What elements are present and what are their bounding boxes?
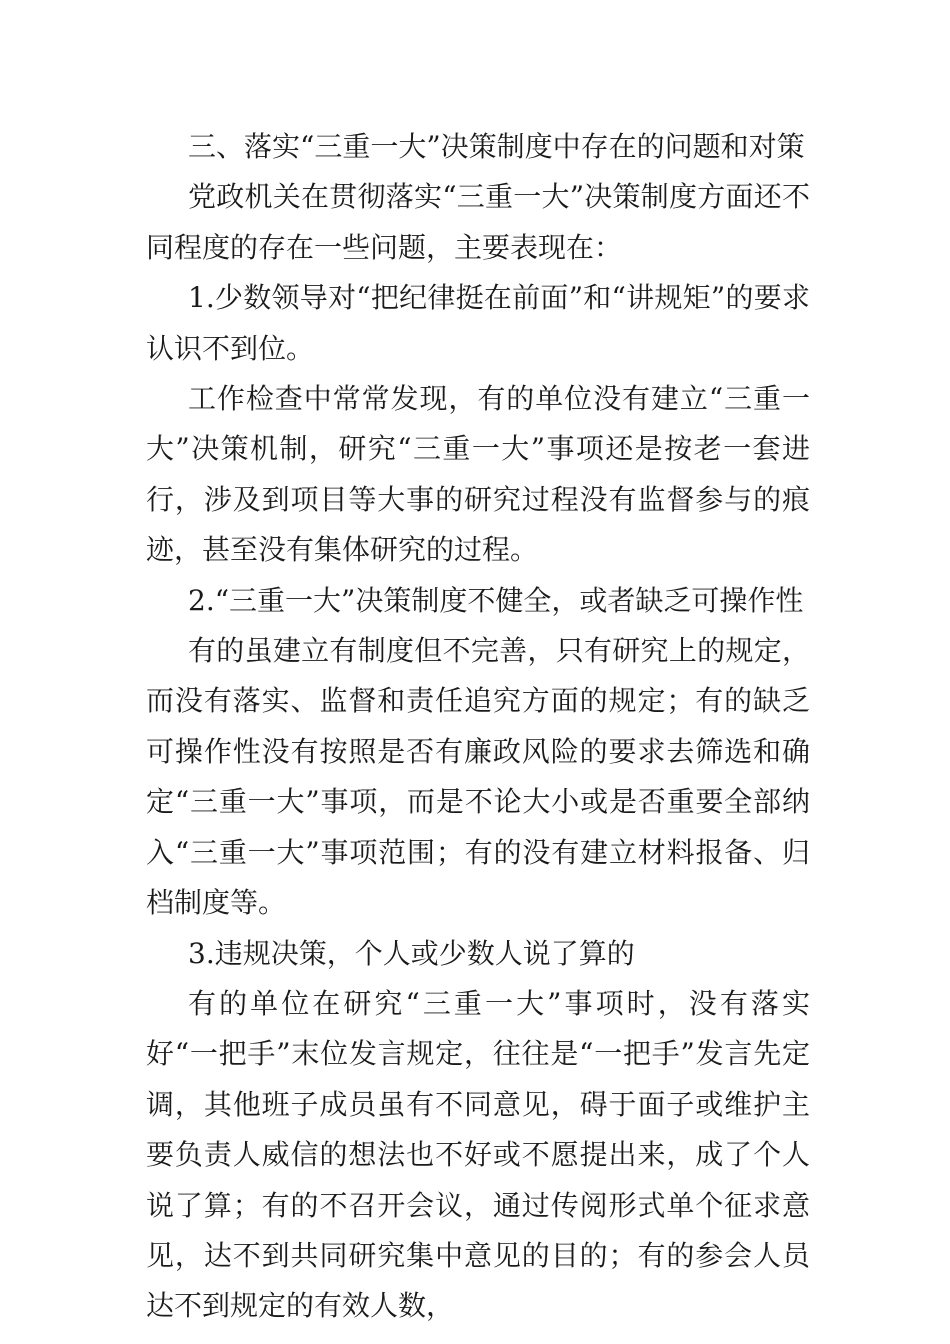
paragraph-point-3-body: 有的单位在研究“三重一大”事项时，没有落实好“一把手”末位发言规定，往往是“一把手”发言先定调，其他班子成员虽有不同意见，碍于面子或维护主要负责人威信的想法也不好或不愿提出来，成了个人说了算；有的不召开会议，通过传阅形式单个征求意见，达不到共同研究集中意见的目的；有的参会人员达不到规定的有效人数， xyxy=(146,986,810,1323)
paragraph-point-1-title: 1.少数领导对“把纪律挺在前面”和“讲规矩”的要求认识不到位。 xyxy=(146,281,810,365)
paragraph-intro: 党政机关在贯彻落实“三重一大”决策制度方面还不同程度的存在一些问题，主要表现在： xyxy=(146,180,810,264)
section-heading: 三、落实“三重一大”决策制度中存在的问题和对策 xyxy=(188,130,805,163)
paragraph-point-1-body: 工作检查中常常发现，有的单位没有建立“三重一大”决策机制，研究“三重一大”事项还是按老一套进行，涉及到项目等大事的研究过程没有监督参与的痕迹，甚至没有集体研究的过程。 xyxy=(146,382,810,567)
paragraph-point-2-body: 有的虽建立有制度但不完善，只有研究上的规定，而没有落实、监督和责任追究方面的规定；有的缺乏可操作性没有按照是否有廉政风险的要求去筛选和确定“三重一大”事项，而是不论大小或是否重要全部纳入“三重一大”事项范围；有的没有建立材料报备、归档制度等。 xyxy=(146,634,810,920)
document-body xyxy=(146,122,810,1332)
paragraph-point-2-title: 2.“三重一大”决策制度不健全，或者缺乏可操作性 xyxy=(188,583,804,617)
paragraph-point-3-title: 3.违规决策，个人或少数人说了算的 xyxy=(188,936,635,970)
